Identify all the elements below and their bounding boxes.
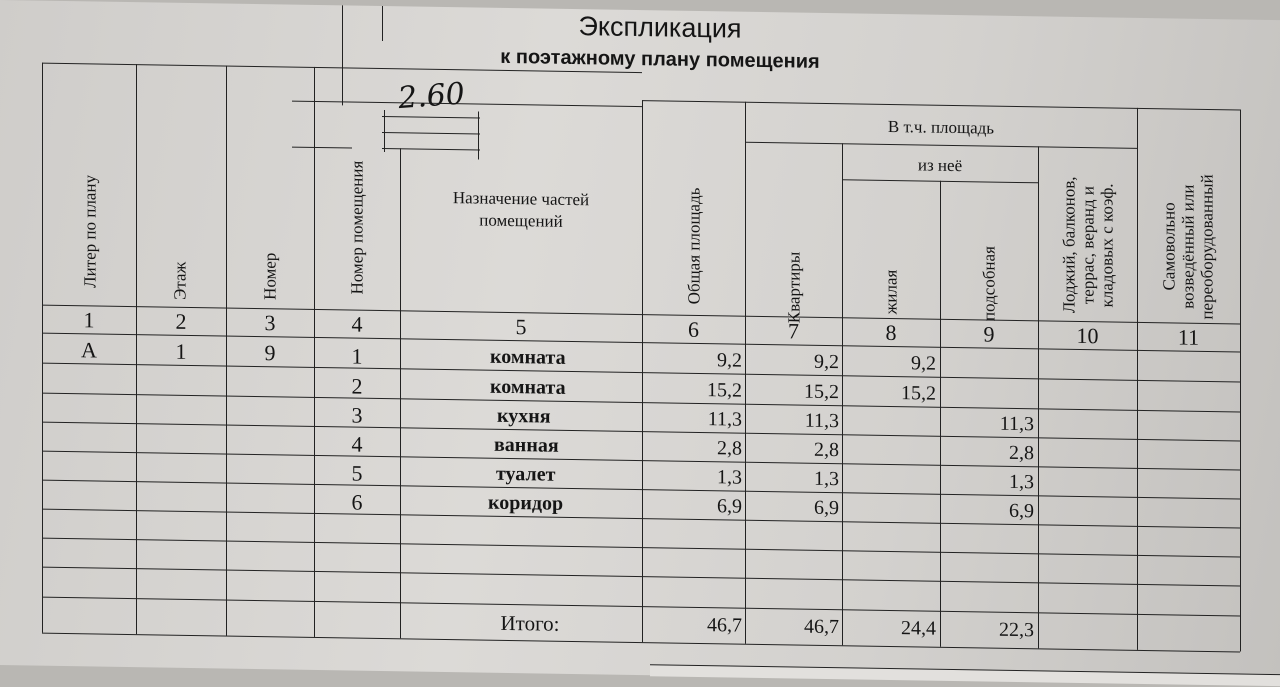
living-area [842, 410, 936, 411]
apartment-area: 6,9 [814, 496, 839, 520]
column-number: 11 [1177, 324, 1200, 350]
plan-wall-line [382, 148, 480, 151]
living-area [842, 439, 936, 440]
column-number: 6 [688, 316, 699, 342]
row-line [42, 567, 1240, 587]
total-area: 9,2 [717, 349, 742, 372]
column-number: 1 [83, 307, 95, 333]
header-living: жилая [881, 269, 901, 315]
apartment-area: 2,8 [814, 438, 839, 462]
plan-wall-line [382, 132, 480, 135]
room-name: коридор [488, 491, 564, 515]
auxiliary-area: 2,8 [1009, 441, 1034, 465]
total-area-sum: 46,7 [707, 614, 742, 637]
apartment-area-sum: 46,7 [804, 615, 839, 639]
header-floor: Этаж [170, 261, 190, 301]
room-number: 3 [351, 402, 363, 428]
auxiliary-area-sum: 22,3 [999, 618, 1034, 642]
apartment-area: 9,2 [814, 350, 839, 374]
apartment-area: 1,3 [814, 467, 839, 491]
plan-wall-line [384, 110, 385, 152]
living-area: 15,2 [901, 382, 936, 405]
column-line [1240, 109, 1241, 651]
room-name: ванная [494, 433, 559, 457]
floor-value: 1 [175, 338, 187, 364]
column-number: 9 [983, 321, 995, 347]
total-area: 2,8 [717, 437, 742, 460]
room-name: кухня [497, 404, 551, 428]
room-number: 5 [351, 460, 363, 486]
total-area: 11,3 [707, 408, 742, 431]
plan-wall-line [292, 101, 642, 107]
living-area [842, 468, 936, 469]
header-loggias: Лоджий, балконов, террас, веранд и кладовых с коэф. [1059, 176, 1117, 314]
room-name: комната [490, 375, 566, 399]
number-value: 9 [264, 340, 276, 366]
auxiliary-area: 6,9 [1009, 499, 1034, 523]
living-area: 9,2 [911, 352, 936, 375]
auxiliary-area: 1,3 [1009, 470, 1034, 494]
header-number: Номер [260, 252, 280, 301]
room-number: 2 [351, 373, 363, 399]
next-table-fragment [650, 664, 1280, 686]
row-line [42, 509, 1240, 529]
header-purpose: Назначение частей помещений [452, 188, 590, 231]
auxiliary-area [940, 383, 1034, 384]
auxiliary-area [940, 353, 1034, 354]
row-line [42, 480, 1240, 500]
room-number: 6 [351, 489, 363, 515]
column-number: 7 [788, 318, 799, 344]
room-name: комната [490, 345, 566, 369]
total-area: 6,9 [717, 495, 742, 518]
column-line [1137, 108, 1138, 650]
apartment-area: 15,2 [804, 380, 839, 404]
document-title: Экспликация [578, 11, 742, 44]
column-number: 5 [515, 314, 527, 340]
header-area-group: В т.ч. площадь [887, 116, 995, 138]
header-liter: Литер по плану [80, 174, 100, 289]
column-number: 8 [885, 319, 897, 346]
row-line [42, 393, 1240, 413]
row-line [42, 597, 1240, 617]
auxiliary-area: 11,3 [999, 412, 1034, 436]
plan-wall-line [292, 147, 352, 149]
room-number: 1 [351, 343, 363, 369]
column-line [1038, 146, 1039, 648]
living-area-sum: 24,4 [901, 617, 936, 640]
column-number: 10 [1076, 322, 1099, 349]
apartment-area: 11,3 [804, 409, 839, 433]
header-apartment: Квартиры [784, 251, 804, 324]
total-label: Итого: [500, 610, 560, 636]
total-area: 15,2 [707, 379, 742, 402]
handwritten-note: 2.60 [396, 76, 467, 117]
column-number: 3 [264, 310, 276, 336]
plan-wall-line [478, 112, 479, 160]
document-subtitle: к поэтажному плану помещения [500, 45, 820, 73]
total-area: 1,3 [717, 466, 742, 489]
header-room-number: Номер помещения [347, 160, 367, 295]
header-total-area: Общая площадь [684, 187, 704, 305]
column-number: 4 [351, 311, 363, 337]
liter-value: А [81, 337, 97, 363]
header-auxiliary: подсобная [979, 245, 999, 322]
row-line [42, 451, 1240, 471]
plan-wall-line [342, 5, 343, 105]
row-line [42, 422, 1240, 442]
room-number: 4 [351, 431, 363, 457]
header-unauthorized: Самовольно возведённый или переоборудованный [1159, 174, 1217, 320]
plan-wall-line [382, 116, 480, 119]
plan-wall-line [382, 6, 383, 41]
header-subgroup: из неё [917, 155, 963, 176]
row-line [42, 363, 1240, 383]
table-top-border [642, 100, 1240, 110]
column-number: 2 [175, 308, 187, 334]
group-header-line [745, 142, 1137, 149]
living-area [842, 497, 936, 498]
room-name: туалет [496, 462, 556, 486]
table-bottom-border [42, 633, 1240, 653]
row-line [42, 538, 1240, 558]
